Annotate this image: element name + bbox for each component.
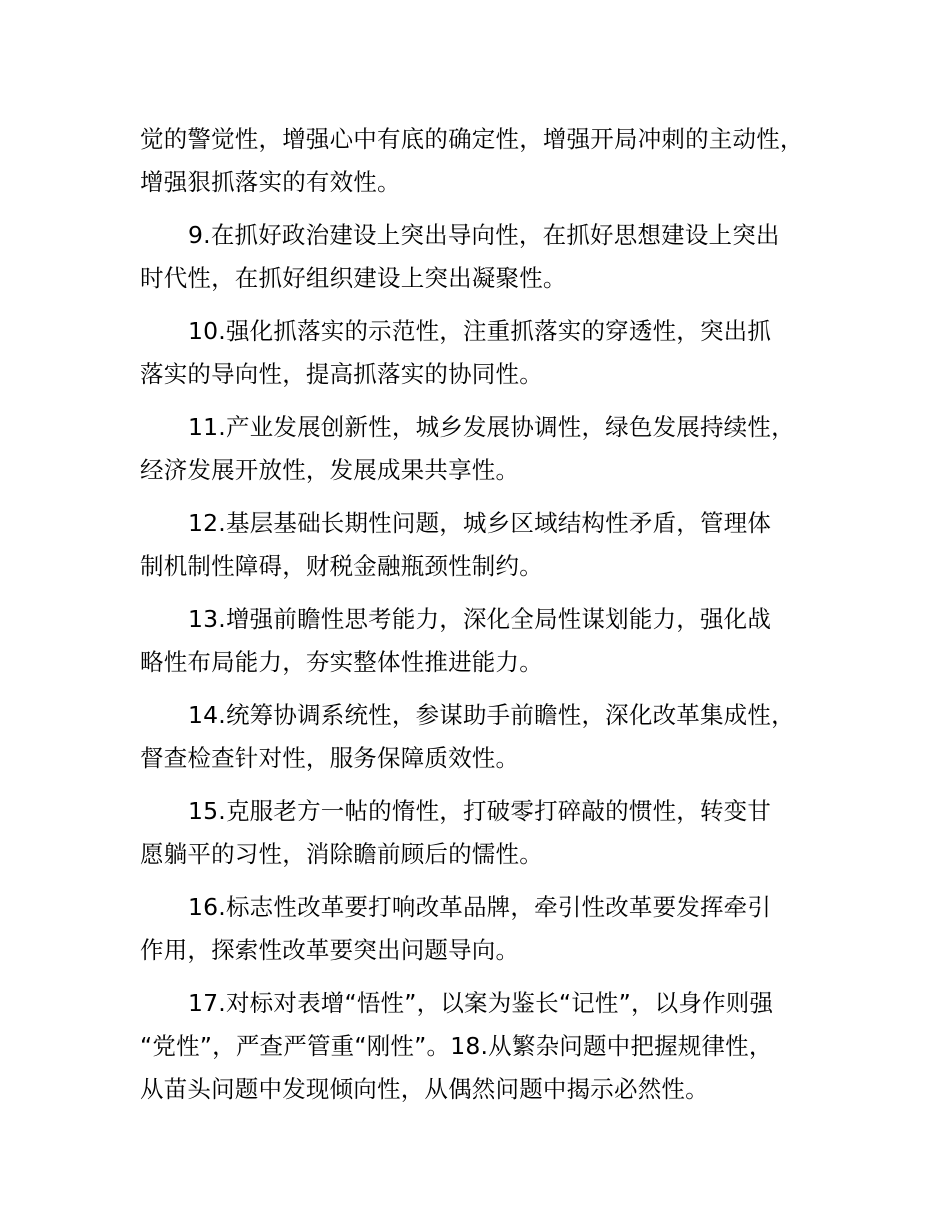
text-line: 制机制性障碍，财税金融瓶颈性制约。: [140, 552, 543, 580]
paragraph-item-11: [140, 406, 840, 492]
paragraph-item-10: [140, 310, 840, 396]
paragraph-item-15: [140, 790, 840, 876]
text-line: 觉的警觉性，增强心中有底的确定性，增强开局冲刺的主动性，: [140, 125, 804, 153]
text-line: 落实的导向性，提高抓落实的协同性。: [140, 360, 543, 388]
paragraph-item-17-18: [140, 982, 840, 1111]
paragraph-item-13: [140, 598, 840, 684]
text-line: 从苗头问题中发现倾向性，从偶然问题中揭示必然性。: [140, 1075, 709, 1103]
document-page: [140, 118, 840, 1121]
text-line: 17.对标对表增“悟性”，以案为鉴长“记性”，以身作则强: [188, 989, 774, 1017]
text-line: 12.基层基础长期性问题，城乡区域结构性矛盾，管理体: [188, 509, 772, 537]
text-line: 略性布局能力，夯实整体性推进能力。: [140, 648, 543, 676]
paragraph-continuation-item-8: [140, 118, 840, 204]
text-line: 15.克服老方一帖的惰性，打破零打碎敲的惯性，转变甘: [188, 797, 772, 825]
text-line: 经济发展开放性，发展成果共享性。: [140, 456, 520, 484]
text-line: 10.强化抓落实的示范性，注重抓落实的穿透性，突出抓: [188, 317, 772, 345]
paragraph-item-12: [140, 502, 840, 588]
text-line: 作用，探索性改革要突出问题导向。: [140, 936, 520, 964]
text-line: 11.产业发展创新性，城乡发展协调性，绿色发展持续性，: [188, 413, 795, 441]
text-line: 愿躺平的习性，消除瞻前顾后的懦性。: [140, 840, 543, 868]
paragraph-item-14: [140, 694, 840, 780]
paragraph-item-9: [140, 214, 840, 300]
paragraph-item-16: [140, 886, 840, 972]
text-line: 14.统筹协调系统性，参谋助手前瞻性，深化改革集成性，: [188, 701, 795, 729]
text-line: 13.增强前瞻性思考能力，深化全局性谋划能力，强化战: [188, 605, 772, 633]
text-line: 9.在抓好政治建设上突出导向性，在抓好思想建设上突出: [188, 221, 780, 249]
text-line: 时代性，在抓好组织建设上突出凝聚性。: [140, 264, 567, 292]
text-line: “党性”，严查严管重“刚性”。18.从繁杂问题中把握规律性，: [140, 1032, 773, 1060]
text-line: 16.标志性改革要打响改革品牌，牵引性改革要发挥牵引: [188, 893, 772, 921]
text-line: 增强狠抓落实的有效性。: [140, 168, 401, 196]
text-line: 督查检查针对性，服务保障质效性。: [140, 744, 520, 772]
